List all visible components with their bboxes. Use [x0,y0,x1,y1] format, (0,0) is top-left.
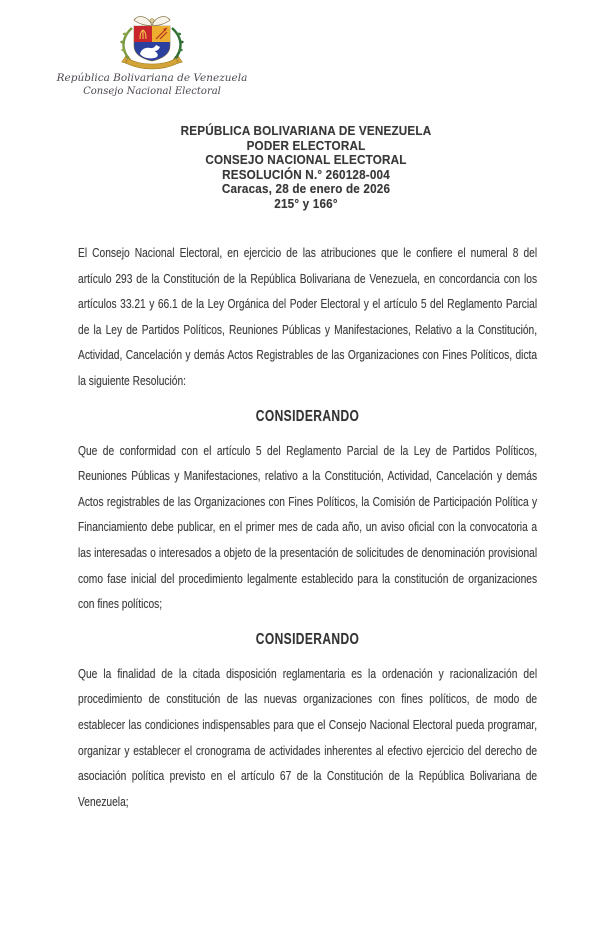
header-republic-line: REPÚBLICA BOLIVARIANA DE VENEZUELA [180,123,432,138]
logo-script-line1: República Bolivariana de Venezuela [56,72,248,84]
considerando-1-paragraph: Que de conformidad con el artículo 5 del Reglamento Parcial de la Ley de Partidos Políticos, Reuniones Públicas y Manifestaciones, relativo a la Constitución, Actividad, Cancelación y demás Actos registrables de las Organizaciones con Fines Políticos, la Comisión de Participación Política y Financiamiento debe publicar, en el primer mes de cada año, un aviso oficial con la convocatoria a las interesadas o interesados a objeto de la presentación de solicitudes de denominación provisional como fase inicial del procedimiento legalmente establecido para la constitución de organizaciones con fines políticos; [78,442,538,612]
opening-paragraph: El Consejo Nacional Electoral, en ejercicio de las atribuciones que le confiere el numeral 8 del artículo 293 de la Constitución de la República Bolivariana de Venezuela, en concordancia con los artículos 33.21 y 66.1 de la Ley Orgánica del Poder Electoral y el artículo 5 del Reglamento Parcial de la Ley de Partidos Políticos, Reuniones Públicas y Manifestaciones, Relativo a la Constitución, Actividad, Cancelación y demás Actos Registrables de las Organizaciones con Fines Políticos, dicta la siguiente Resolución: [78,245,538,388]
header-anniversary-line: 215° y 166° [274,195,338,211]
header-resolution-number: RESOLUCIÓN N.° 260128-004 [222,166,390,182]
header-poder-electoral-line: PODER ELECTORAL [246,137,366,153]
document-body [78,240,537,823]
venezuela-coat-of-arms-icon [110,12,194,70]
shield-icon [134,26,170,61]
cornucopias-icon [134,17,170,26]
header-date-line: Caracas, 28 de enero de 2026 [221,181,391,197]
header-consejo-line: CONSEJO NACIONAL ELECTORAL [205,152,407,168]
logo-script-line2: Consejo Nacional Electoral [83,86,221,97]
document-header [31,124,582,212]
considerando-heading-2: CONSIDERANDO [255,630,360,648]
considerando-2-paragraph: Que la finalidad de la citada disposición reglamentaria es la ordenación y racionalización del procedimiento de constitución de las nuevas organizaciones con fines políticos, de modo de establecer las condiciones indispensables para que el Consejo Nacional Electoral pueda programar, organizar y establecer el cronograma de actividades inherentes al efectivo ejercicio del derecho de asociación política previsto en el artículo 67 de la Constitución de la República Bolivariana de Venezuela; [78,665,538,809]
olive-branch-icon [120,28,132,60]
cne-logo [56,12,248,98]
palm-branch-icon [172,28,184,60]
considerando-heading-1: CONSIDERANDO [255,407,360,425]
